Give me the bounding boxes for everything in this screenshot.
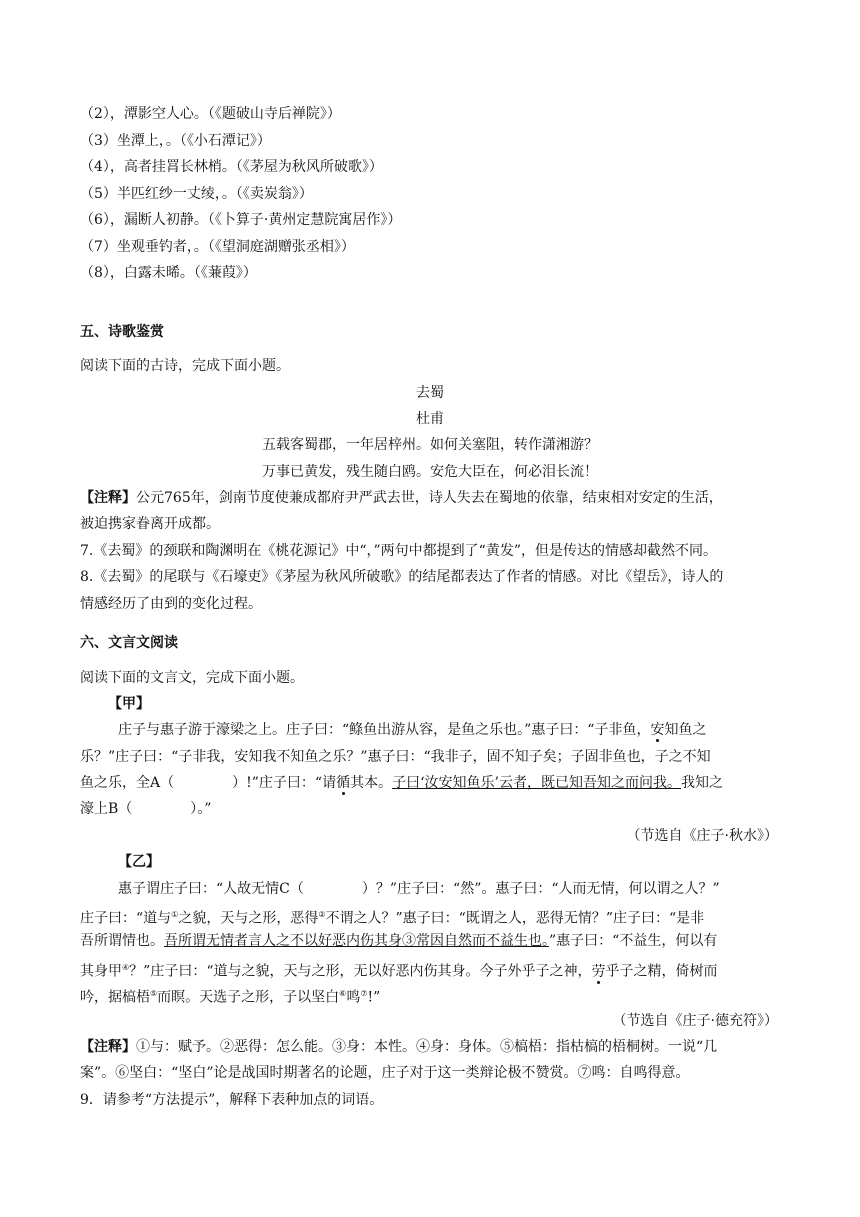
fill-line-2: （2），潭影空人心。（《题破山寺后禅院》） (80, 106, 341, 122)
text-span: ？”庄子曰：“道与之貌，天与之形，无以好恶内伤其身。今子外乎子之神， (129, 963, 592, 980)
poem-title: 去蜀 (416, 385, 444, 401)
question-7: 7.《去蜀》的颈联和陶渊明在《桃花源记》中“，”两句中都提到了“黄发”，但是传达的情感却截然不同。 (80, 543, 717, 559)
jia-line-1 (118, 720, 706, 740)
text-span: 其身甲 (80, 963, 122, 980)
fill-line-4: （4），高者挂罥长林梢。（《茅屋为秋风所破歌》） (80, 159, 383, 175)
dotted-word: 劳 (591, 963, 606, 980)
fill-line-5: （5）半匹红纱一丈绫，。（《卖炭翁》） (80, 186, 313, 202)
text-span: 鱼之乐，全A（ (80, 775, 175, 791)
poem-verse-2: 万事已黄发，残生随白鸥。安危大臣在，何必泪长流！ (262, 464, 598, 480)
yi-line-1 (118, 879, 720, 899)
fill-line-3: （3）坐潭上，。（《小石潭记》） (80, 133, 271, 149)
underlined-sentence: 吾所谓无情者言人之不以好恶内伤其身③常因自然而不益生也。 (164, 933, 549, 949)
fill-line-6: （6），漏断人初静。（《卜算子·黄州定慧院寓居作》） (80, 212, 402, 228)
text-span: 我知之 (680, 775, 723, 791)
footnote-marker: ⑥ (339, 989, 347, 998)
passage-yi-label: 【乙】 (118, 854, 160, 870)
jia-source: （节选自《庄子·秋水》） (626, 828, 778, 844)
text-span: 庄子与惠子游于濠梁之上。庄子曰：“鲦鱼出游从容，是鱼之乐也。”惠子曰：“子非鱼， (118, 722, 651, 738)
jia-line-4 (80, 799, 211, 819)
yi-line-4 (80, 958, 717, 982)
yi-line-2 (80, 905, 704, 929)
text-span: 鸣 (346, 989, 361, 1006)
footnote-marker: ④ (122, 963, 130, 972)
classical-note (80, 1037, 717, 1057)
text-span: ）？”庄子曰：“然”。惠子曰：“人而无情，何以谓之人？” (361, 881, 720, 897)
section-heading-poetry: 五、诗歌鉴赏 (80, 324, 164, 340)
passage-jia-label: 【甲】 (108, 696, 150, 712)
yi-line-3 (80, 931, 717, 951)
note-text: ①与：赋予。②恶得：怎么能。③身：本性。④身：身体。⑤槁梧：指枯槁的梧桐树。一说“几 (136, 1039, 718, 1055)
text-span: 庄子曰：“道与 (80, 910, 172, 927)
poetry-instruction: 阅读下面的古诗，完成下面小题。 (80, 358, 290, 374)
text-span: 而瞑。天选子之形，子以坚白 (157, 989, 340, 1006)
question-8-cont: 情感经历了由到的变化过程。 (80, 596, 262, 612)
classical-instruction: 阅读下面的文言文，完成下面小题。 (80, 670, 304, 686)
yi-line-5 (80, 984, 380, 1008)
yi-source: （节选自《庄子·德充符》） (612, 1013, 778, 1029)
footnote-marker: ① (171, 910, 179, 919)
text-span: ）。” (190, 801, 212, 817)
footnote-marker: ② (318, 910, 326, 919)
text-span: 之貌，天与之形，恶得 (178, 910, 319, 927)
poem-author: 杜甫 (416, 411, 444, 427)
underlined-sentence: 子曰‘汝安知鱼乐’云者，既已知吾知之而问我。 (392, 775, 681, 791)
classical-note-cont: 案”。⑥坚白：“坚白”论是战国时期著名的论题，庄子对于这一类辩论极不赞赏。⑦鸣：自鸣得意。 (80, 1065, 690, 1081)
text-span: 不谓之人？”惠子曰：“既谓之人，恶得无情？”庄子曰：“是非 (325, 910, 705, 927)
text-span: !” (367, 989, 381, 1006)
note-text: 公元765年，剑南节度使兼成都府尹严武去世，诗人失去在蜀地的依靠，结束相对安定的生活， (136, 490, 723, 506)
poem-note-cont: 被迫携家眷离开成都。 (80, 516, 220, 532)
fill-line-8: （8），白露未晞。（《蒹葭》） (80, 265, 257, 281)
footnote-marker: ⑤ (150, 989, 158, 998)
text-span: 吾所谓情也。 (80, 933, 164, 949)
fill-line-7: （7）坐观垂钓者，。（《望洞庭湖赠张丞相》） (80, 239, 355, 255)
text-span: 惠子谓庄子曰：“人故无情C（ (118, 881, 304, 897)
text-span: 知鱼之 (664, 722, 707, 738)
jia-line-3 (80, 773, 723, 793)
section-heading-classical: 六、文言文阅读 (80, 635, 178, 651)
note-label: 【注释】 (80, 490, 136, 506)
question-9: 9．请参考“方法提示”，解释下表种加点的词语。 (80, 1092, 384, 1108)
text-span: 乎子之精，倚树而 (605, 963, 718, 980)
jia-line-2: 乐？”庄子曰：“子非我，安知我不知鱼之乐？”惠子曰：“我非子，固不知子矣；子固非鱼也，子之不知 (80, 749, 711, 765)
note-label: 【注释】 (80, 1039, 136, 1055)
dotted-word: 安 (650, 722, 665, 738)
poem-verse-1: 五载客蜀郡，一年居梓州。如何关塞阻，转作潇湘游？ (262, 437, 598, 453)
question-8: 8.《去蜀》的尾联与《石壕吏》《茅屋为秋风所破歌》的结尾都表达了作者的情感。对比《望岳》，诗人的 (80, 569, 724, 585)
poem-note (80, 488, 723, 508)
text-span: ）!”庄子曰：“请 (232, 775, 337, 791)
dotted-word: 循 (336, 775, 351, 791)
text-span: ”惠子曰：“不益生，何以有 (549, 933, 718, 949)
text-span: 濠上B（ (80, 801, 133, 817)
footnote-marker: ⑦ (360, 989, 368, 998)
text-span: 吟，据槁梧 (80, 989, 150, 1006)
text-span: 其本。 (350, 775, 393, 791)
